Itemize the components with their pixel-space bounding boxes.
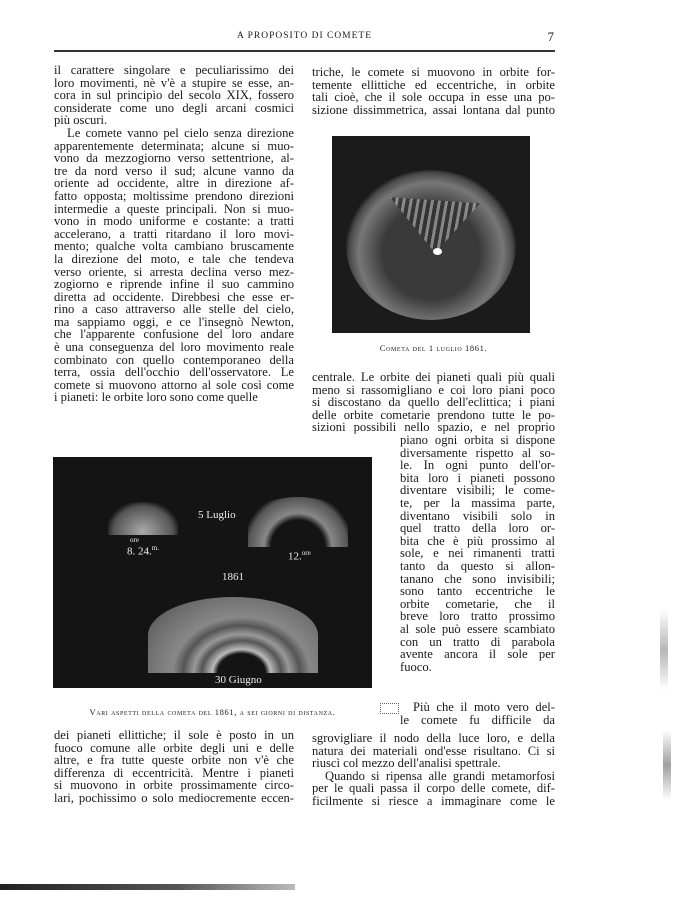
comet-july-1861-figure	[332, 136, 530, 333]
scan-edge-artifact	[0, 884, 295, 890]
text-line: Più che il moto vero del-	[413, 700, 555, 714]
text-line: piano ogni orbita si dispone	[400, 433, 555, 447]
text-line: differenza di eccentricità. Mentre i pianeti	[54, 765, 294, 780]
text-line: apparentemente determinata; alcune si muo-	[54, 138, 294, 153]
text-line: sgrovigliare il nodo della luce loro, e della	[312, 731, 555, 745]
text-line: con un tratto di parabola	[400, 634, 555, 649]
text-line: le comete fu difficile da	[400, 712, 555, 727]
time-left-value: 8. 24.	[127, 545, 152, 558]
label-date-top: 5 Luglio	[198, 509, 236, 521]
left-column-bottom-text	[54, 728, 294, 804]
text-line: altre, e fra tutte queste orbite non v'è che	[54, 753, 294, 768]
scan-margin-artifact	[660, 610, 668, 690]
comet-aspect-right	[248, 497, 348, 547]
text-line: intermedie a queste principali. Non si muo-	[54, 201, 294, 216]
text-line: per le quali passa il corpo delle comete, dif-	[312, 781, 555, 796]
text-line: dei pianeti ellittiche; il sole è posto in un	[54, 728, 294, 742]
text-line: avente ancora il sole per	[400, 647, 555, 662]
text-line: accelerano, a tratti ritardano il loro movi-	[54, 226, 294, 241]
right-column-bottom-text	[312, 731, 555, 807]
text-line: comete si muovono attorno al sole così come	[54, 377, 294, 392]
scan-margin-artifact-2	[663, 730, 671, 800]
text-line: considerate come uno degli arcani cosmici	[54, 100, 294, 115]
label-time-left-hours-sup: ore	[130, 536, 139, 544]
text-line: le. In ogni punto dell'or-	[400, 458, 555, 473]
comet-aspect-bottom	[148, 597, 318, 673]
text-line: più oscuri.	[54, 113, 108, 128]
time-right-sup: ore	[301, 549, 311, 557]
left-column-top-text	[54, 64, 294, 404]
text-line: che l'apparente confusione del loro andare	[54, 327, 294, 342]
text-line: Quando si ripensa alle grandi metamorfosi	[325, 768, 555, 783]
text-line: si discostano da quello dell'eclittica; i piani	[312, 395, 555, 410]
figure1-caption: Cometa del 1 luglio 1861.	[379, 343, 488, 353]
comet-1861-aspects-figure	[53, 457, 372, 688]
text-line: si muovono in orbite prossimamente circo-	[54, 778, 294, 793]
figure2-caption: Vari aspetti della cometa del 1861, a sei giorni di distanza.	[89, 707, 336, 717]
text-line: lari, pochissimo o solo mediocremente eccen-	[54, 790, 294, 805]
text-line: terra, ossia dell'occhio dell'osservatore. Le	[54, 365, 294, 380]
text-line: verso oriente, si arresta declina verso mez-	[54, 264, 294, 279]
text-line: rino a caso attraverso alle stelle del cielo,	[54, 302, 294, 317]
text-line: breve loro tratto prossimo	[400, 609, 555, 624]
comet-nucleus	[433, 248, 442, 255]
label-time-right	[288, 549, 311, 563]
text-line: diventano visibili solo in	[400, 508, 555, 523]
text-line: fuoco comune alle orbite degli uni e delle	[54, 740, 294, 755]
text-line: diventare visibili; le come-	[400, 483, 555, 498]
page-number: 7	[547, 29, 555, 44]
text-line: delle orbite cometarie prendono tutte le po-	[312, 407, 555, 422]
right-column-bottom-narrow-text	[400, 700, 555, 725]
header-rule	[54, 50, 555, 52]
text-line: zogiorno e riprende infine il suo cammino	[54, 277, 294, 292]
text-line: la direzione del moto, e tale che tendeva	[54, 251, 294, 266]
right-column-middle-text	[312, 370, 555, 433]
text-line: bita che è più prossimo al	[400, 533, 555, 548]
text-line: ma sappiamo oggi, e ce l'insegnò Newton,	[54, 314, 294, 329]
text-line: fatto opposta; moltissime prendono direzioni	[54, 188, 294, 203]
text-line: vono in modo uniforme e costante: a tratti	[54, 214, 294, 229]
text-line: è una conseguenza del loro movimento reale	[54, 340, 294, 355]
text-line: riuscì col mezzo dell'analisi spettrale.	[312, 756, 501, 771]
label-time-left	[127, 544, 159, 558]
text-line: diretta ad occidente. Direbbesi che esse er-	[54, 289, 294, 304]
time-right-value: 12.	[288, 550, 302, 563]
text-line: natura dei materiali ond'esse risultano. Ci si	[312, 743, 555, 758]
text-line: temente ellittiche ed eccentriche, in orbite	[312, 77, 555, 92]
text-line: mento; qualche volta cambiano bruscamente	[54, 239, 294, 254]
label-date-bottom: 30 Giugno	[215, 674, 262, 686]
time-left-minutes-sup: m.	[151, 544, 159, 552]
text-line: sizioni possibili nello spazio, e nel proprio	[312, 420, 555, 435]
right-column-narrow-text	[400, 434, 555, 673]
text-line: il carattere singolare e peculiarissimo dei	[54, 63, 294, 77]
text-line: cora in sul principio del secolo XIX, fossero	[54, 88, 294, 103]
text-line: orbite cometarie, che il	[400, 596, 555, 611]
text-line: vono da mezzogiorno verso settentrione, al-	[54, 151, 294, 166]
comet-aspect-left	[108, 502, 178, 535]
text-line: ficilmente si riesce a immaginare come le	[312, 793, 555, 808]
text-line: triche, le comete si muovono in orbite for-	[312, 65, 555, 79]
label-year: 1861	[222, 571, 244, 583]
text-line: tanano che sono invisibili;	[400, 571, 555, 586]
text-line: sono tanto eccentriche le	[400, 584, 555, 599]
text-line: centrale. Le orbite dei pianeti quali più quali	[312, 370, 555, 384]
text-line: sole, e nei rimanenti tratti	[400, 546, 555, 561]
text-line: oriente ad occidente, altre in direzione af-	[54, 176, 294, 191]
text-line: i pianeti: le orbite loro sono come quelle	[54, 390, 258, 405]
text-line: loro movimenti, nè v'è a stupire se esse, an-	[54, 75, 294, 90]
text-line: te, per la massima parte,	[400, 495, 555, 510]
text-line: combinato con quello contemporaneo della	[54, 352, 294, 367]
text-line: tali cioè, che il sole occupa in esse una po-	[312, 90, 555, 105]
text-line: meno si rassomigliano e coi loro piani poco	[312, 382, 555, 397]
text-line: fuoco.	[400, 659, 432, 674]
text-line: al sole può essere scambiato	[400, 621, 555, 636]
running-header	[54, 31, 555, 45]
running-title: A PROPOSITO DI COMETE	[236, 31, 373, 41]
text-line: tanto da questo si allon-	[400, 558, 555, 573]
margin-mark-icon	[380, 703, 399, 714]
text-line: quel tratto della loro or-	[400, 521, 555, 536]
text-line: Le comete vanno pel cielo senza direzione	[67, 125, 294, 140]
text-line: sizione dissimmetrica, assai lontana dal punto	[312, 102, 555, 117]
right-column-top-text	[312, 64, 555, 117]
text-line: diversamente rispetto al so-	[400, 445, 555, 460]
text-line: bita loro i pianeti possono	[400, 470, 555, 485]
text-line: tre da nord verso il sud; alcune vanno da	[54, 163, 294, 178]
